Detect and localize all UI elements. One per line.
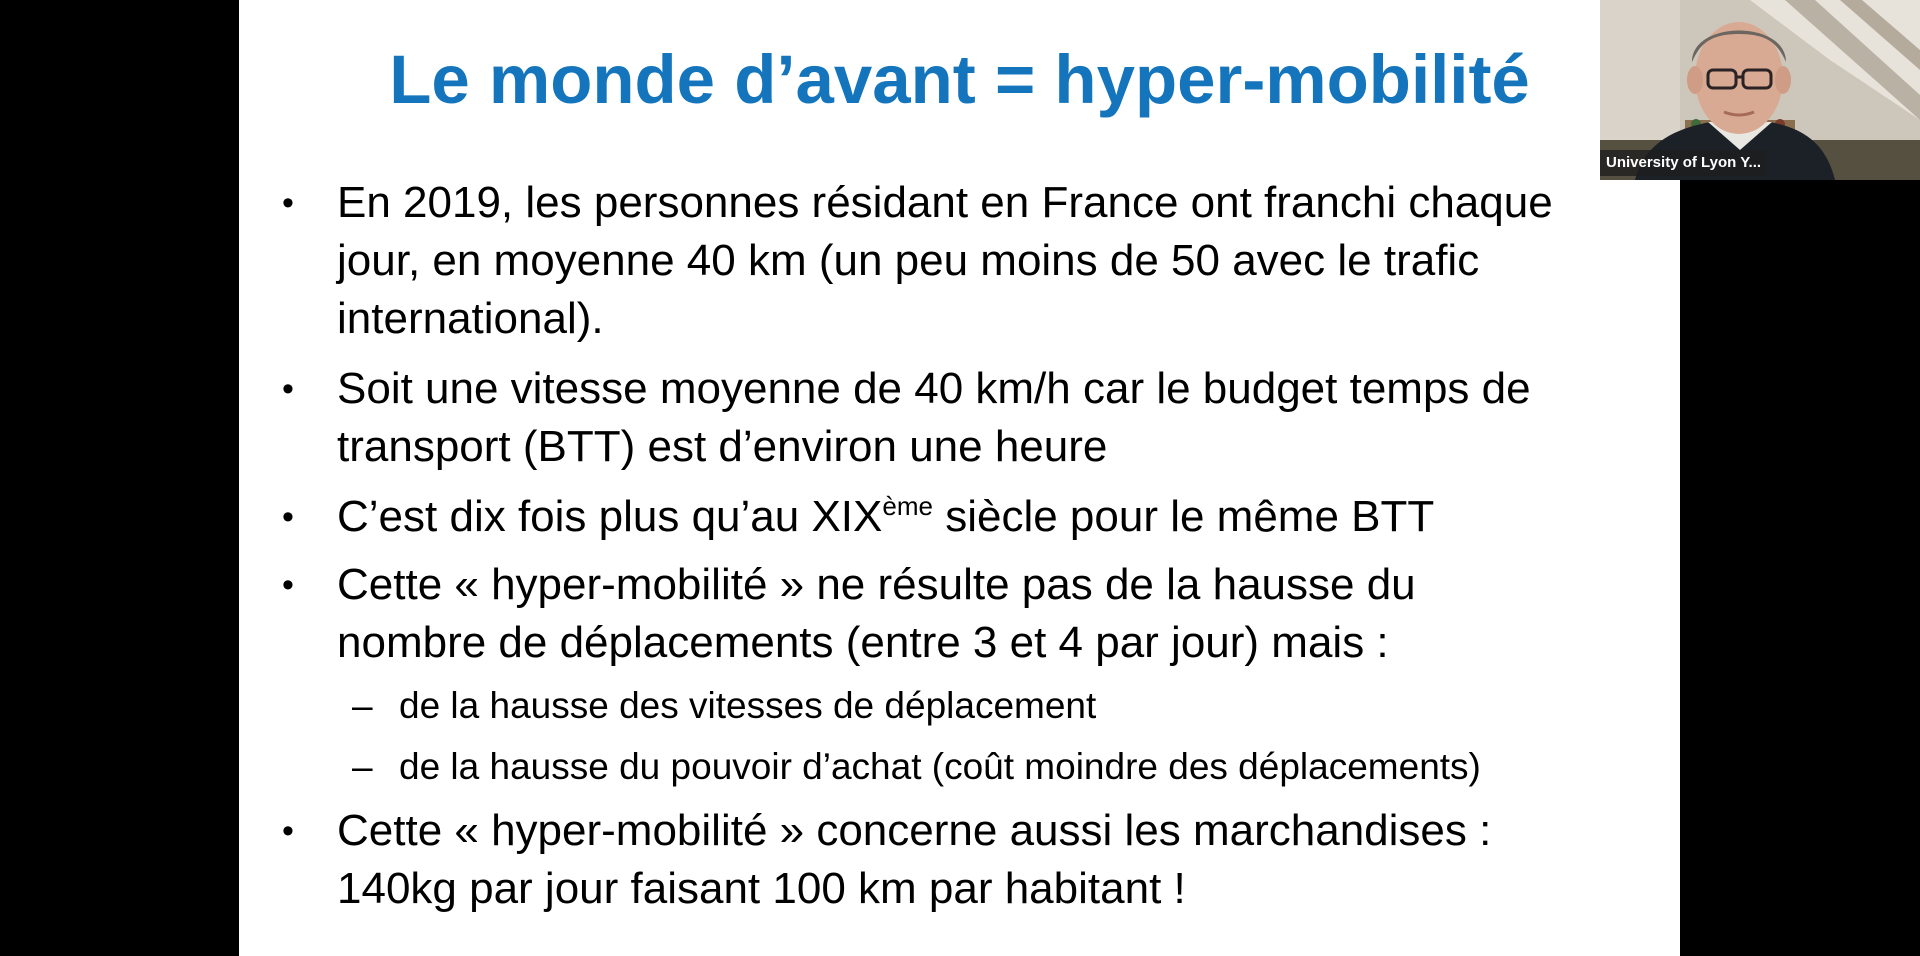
sub-item-1: de la hausse des vitesses de déplacement: [399, 685, 1097, 726]
bullet-4-line-1: Cette « hyper-mobilité » ne résulte pas de la hausse du: [337, 560, 1416, 609]
sub-bullet-marker: –: [352, 746, 373, 787]
bullet-3-text-start: C’est dix fois plus qu’au XIX: [337, 492, 883, 541]
slide-title: Le monde d’avant = hyper-mobilité: [389, 41, 1530, 118]
participant-video-tile[interactable]: [1600, 0, 1920, 180]
bullet-2-line-2: transport (BTT) est d’environ une heure: [337, 422, 1108, 471]
superscript-text: ème: [882, 491, 933, 521]
bullet-1-line-2: jour, en moyenne 40 km (un peu moins de 50 avec le trafic: [337, 236, 1480, 285]
bullet-2-line-1: Soit une vitesse moyenne de 40 km/h car le budget temps de: [337, 364, 1531, 413]
bullet-1-line-3: international).: [337, 294, 604, 343]
bullet-list: [239, 0, 1680, 956]
presentation-slide: [239, 0, 1680, 956]
bullet-marker: •: [282, 184, 294, 222]
bullet-marker: •: [282, 566, 294, 604]
bullet-marker: •: [282, 812, 294, 850]
bullet-5-line-2: 140kg par jour faisant 100 km par habitant !: [337, 864, 1186, 913]
bullet-1-line-1: En 2019, les personnes résidant en France ont franchi chaque: [337, 178, 1553, 227]
participant-name-label: University of Lyon Y...: [1600, 150, 1767, 176]
sub-bullet-marker: –: [352, 685, 373, 726]
bullet-3-line-1: [337, 492, 1434, 547]
bullet-marker: •: [282, 498, 294, 536]
sub-item-2: de la hausse du pouvoir d’achat (coût moindre des déplacements): [399, 746, 1481, 787]
bullet-3-text-end: siècle pour le même BTT: [932, 492, 1435, 541]
bullet-5-line-1: Cette « hyper-mobilité » concerne aussi les marchandises :: [337, 806, 1492, 855]
bullet-4-line-2: nombre de déplacements (entre 3 et 4 par jour) mais :: [337, 618, 1389, 667]
bullet-marker: •: [282, 370, 294, 408]
